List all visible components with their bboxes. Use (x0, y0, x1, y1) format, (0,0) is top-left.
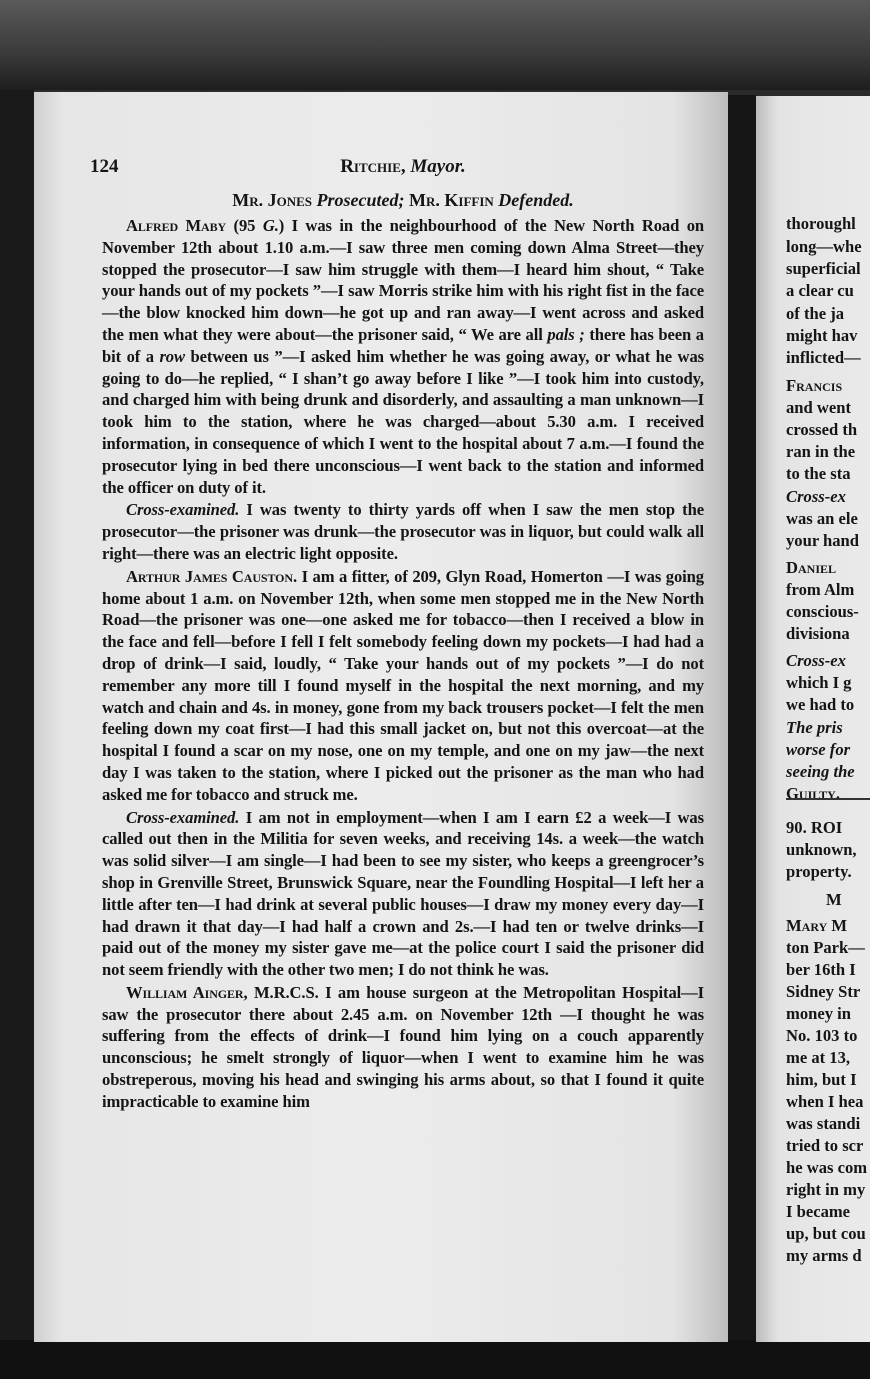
right-page-line: Francis (786, 376, 843, 395)
testimony-causton: Arthur James Causton. I am a fitter, of 209, Glyn Road, Homerton —I was going home about 1 a.m. on November 12th, when some men stopped me in the New North Road—the prisoner was one—one asked me for tobacco—then I received a blow in the face and fell—before I fell I felt somebody feeling down my pockets—I had had a drop of drink—I said, loudly, “ Take your hands out of my pockets ”—I do not remember any more till I found myself in the hospital the next morning, and my watch and chain and 4s. in money, gone from my back trousers pocket—I felt the men feeling down my coat first—I had this small jacket on, but not this overcoat—at the hospital I found a scar on my nose, one on my temple, and one on my jaw—the next day I was taken to the station, where I picked out the prisoner as the man who had asked me for tobacco and struck me. (102, 566, 704, 804)
right-page-line: he was com (786, 1158, 868, 1177)
page-number: 124 (90, 156, 119, 177)
book-gutter (728, 95, 756, 1345)
right-page-line: Daniel (786, 558, 836, 577)
right-page-line: long—whe (786, 237, 862, 256)
right-page-line: was standi (786, 1114, 861, 1133)
right-page-line: might hav (786, 326, 858, 345)
right-page-line: was an ele (786, 509, 858, 528)
right-page-line: Mary M (786, 916, 848, 935)
testimony-maby: Alfred Maby (95 G.) I was in the neighbourhood of the New North Road on November 12th about 1.10 a.m.—I saw three men coming down Alma Street—they stopped the prosecutor—I saw him struggle with them—I heard him shout, “ Take your hands out of my pockets ”—I saw Morris strike him with his right fist in the face—the blow knocked him down—he got up and ran away—I went across and asked the men what they were about—the prisoner said, “ We are all pals ; there has been a bit of a row between us ”—I asked him whether he was going away, or what he was going to do—he replied, “ I shan’t go away before I like ”—I took him into custody, and charged him with being drunk and disorderly, and assaulting a man unknown—I took him to the station, where he was charged—about 5.30 a.m. I received information, in consequence of which I went to the hospital about 7 a.m.—I found the prosecutor lying in bed there unconscious—I went back to the station and informed the officer on duty of it. (102, 216, 705, 497)
witness-name: Arthur James Causton. (126, 566, 298, 586)
right-page-line: when I hea (786, 1092, 864, 1111)
right-page-line: superficial (786, 259, 861, 278)
right-page-line: up, but cou (786, 1224, 866, 1243)
right-page-line: tried to scr (786, 1136, 864, 1155)
book-left-edge (0, 90, 34, 1340)
running-head-title: Mayor. (410, 156, 466, 177)
right-page-line: I became (786, 1202, 851, 1221)
right-page-line: a clear cu (786, 281, 854, 300)
scanner-top-margin (0, 0, 870, 90)
cross-examination-maby: Cross-examined. I was twenty to thirty yards off when I saw the men stop the prosecutor—the prisoner was drunk—the prosecutor was in liquor, but could walk all right—there was an electric light opposite. (102, 500, 704, 563)
defence-counsel: Mr. Kiffin (409, 190, 494, 210)
right-page-line: The pris (786, 718, 843, 737)
prosecution-role: Prosecuted; (316, 190, 405, 210)
cross-examined-label: Cross-examined. (126, 500, 240, 520)
right-page-line: thoroughl (786, 214, 856, 233)
right-page-line: crossed th (786, 420, 858, 439)
right-page-fragment (756, 96, 870, 1342)
right-page-line: Cross-ex (786, 487, 846, 506)
cross-examination-causton: Cross-examined. I am not in employment—when I am I earn £2 a week—I was called out then in the Militia for seven weeks, and receiving 14s. a week—the watch was solid silver—I am single—I had been to see my sister, who keeps a greengrocer’s shop in Grenville Street, Brunswick Square, near the Foundling Hospital—I left her a little after ten—I had drink at several public houses—I draw my money every day—I had drawn it that day—I had half a crown and 2s.—I had ten or twelve drinks—I paid out of the money my sister gave me—at the police court I said the prisoner did not seem friendly with the other two men; I do not think he was. (102, 807, 704, 980)
testimony-ainger: William Ainger, M.R.C.S. I am house surgeon at the Metropolitan Hospital—I saw the prosecutor there about 2.45 a.m. on November 12th —I thought he was suffering from the effects of drink—I found him lying on a couch apparently unconscious; he smelt strongly of liquor—when I went to examine him he was obstreperous, moving his head and swinging his arms about, so that I found it quite impracticable to examine him (102, 982, 705, 1111)
right-page-line: seeing the (786, 762, 855, 781)
section-rule (786, 798, 870, 800)
right-page-line: right in my (786, 1180, 866, 1199)
prosecution-counsel: Mr. Jones (232, 190, 313, 210)
running-head (102, 156, 704, 178)
right-page-line: Cross-ex (786, 651, 846, 670)
right-page-line: inflicted— (786, 348, 861, 367)
right-page-line: my arms d (786, 1246, 862, 1265)
scanner-bottom-margin (0, 1340, 870, 1379)
right-page-line: him, but I (786, 1070, 857, 1089)
right-page-line: of the ja (786, 304, 845, 323)
right-page-line: we had to (786, 695, 855, 714)
right-page-line: divisiona (786, 624, 850, 643)
right-page-line: unknown, (786, 840, 857, 859)
witness-name: Alfred Maby (126, 216, 227, 235)
left-page (34, 92, 728, 1342)
counsel-line (102, 190, 704, 211)
right-page-line: M (826, 890, 842, 909)
right-page-line: 90. ROI (786, 818, 843, 837)
witness-name: William Ainger, (126, 982, 248, 1002)
right-page-line: ton Park— (786, 938, 865, 957)
right-page-line: ber 16th I (786, 960, 856, 979)
right-page-line: your hand (786, 531, 860, 550)
defence-role: Defended. (498, 190, 574, 210)
cross-examined-label: Cross-examined. (126, 807, 240, 827)
page-header (90, 156, 704, 184)
right-page-line: conscious- (786, 602, 859, 621)
running-head-name: Ritchie, (340, 156, 406, 177)
right-page-line: worse for (786, 740, 851, 759)
right-page-line: to the sta (786, 464, 851, 483)
right-page-line: and went (786, 398, 852, 417)
page-text-block (90, 156, 705, 1113)
right-page-line: property. (786, 862, 852, 881)
right-page-line: Sidney Str (786, 982, 861, 1001)
right-page-line: from Alm (786, 580, 855, 599)
right-page-line: which I g (786, 673, 852, 692)
right-page-line: money in (786, 1004, 851, 1023)
right-page-line: ran in the (786, 442, 856, 461)
right-page-line: me at 13, (786, 1048, 851, 1067)
right-page-line: Guilty. (786, 784, 840, 803)
right-page-line: No. 103 to (786, 1026, 858, 1045)
